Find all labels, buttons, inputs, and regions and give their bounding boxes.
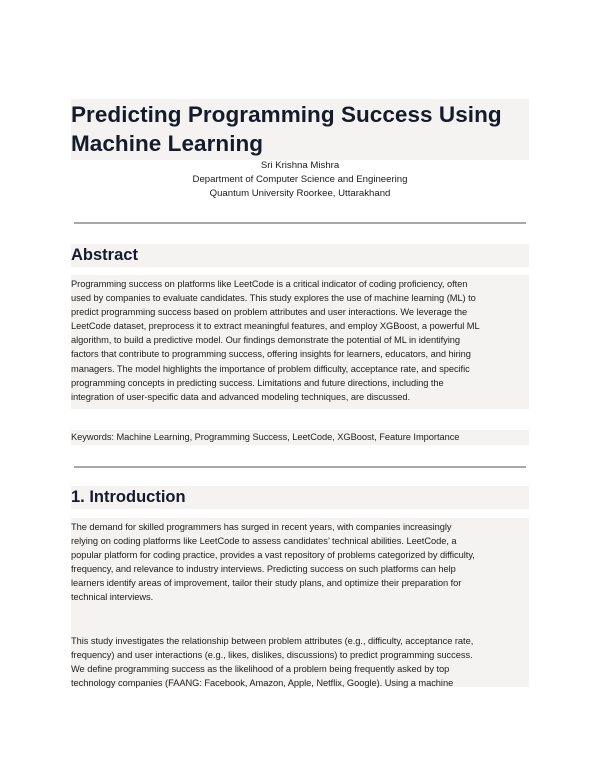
intro-line: technical interviews.: [71, 592, 154, 603]
intro-line: This study investigates the relationship between problem attributes (e.g., difficulty, acceptance rate,: [71, 635, 474, 646]
intro-line: We define programming success as the likelihood of a problem being frequently asked by top: [71, 663, 450, 674]
title-line-1: Predicting Programming Success Using: [71, 102, 502, 127]
abstract-line: predict programming success based on problem attributes and user interactions. We leverage the: [71, 307, 468, 318]
abstract-line: LeetCode dataset, preprocess it to extract meaningful features, and employ XGBoost, a powerful ML: [71, 321, 480, 332]
introduction-body-block: [71, 518, 529, 687]
introduction-paragraph-1: [71, 520, 529, 605]
introduction-heading-block: [71, 486, 529, 509]
introduction-paragraph-2: [71, 634, 529, 690]
intro-line: technology companies (FAANG: Facebook, Amazon, Apple, Netflix, Google). Using a machine: [71, 677, 454, 688]
intro-line: frequency) and user interactions (e.g., likes, dislikes, discussions) to predict programming success.: [71, 649, 473, 660]
title-line-2: Machine Learning: [71, 131, 264, 156]
intro-line: relying on coding platforms like LeetCode to assess candidates’ technical abilities. LeetCode, a: [71, 536, 457, 547]
abstract-line: algorithm, to build a predictive model. Our findings demonstrate the potential of ML in identifying: [71, 335, 461, 346]
intro-line: learners identify areas of improvement, tailor their study plans, and optimize their preparation for: [71, 578, 462, 589]
abstract-body-block: [71, 275, 529, 409]
paper-title: [71, 99, 529, 158]
keywords-block: [71, 430, 529, 445]
author-block: [0, 159, 600, 201]
abstract-line: integration of user-specific data and advanced modeling techniques, are discussed.: [71, 391, 411, 402]
intro-line: The demand for skilled programmers has surged in recent years, with companies increasingly: [71, 522, 452, 532]
abstract-heading: Abstract: [71, 246, 138, 264]
introduction-heading: 1. Introduction: [71, 488, 186, 506]
abstract-heading-block: [71, 244, 529, 267]
author-affiliation: Quantum University Roorkee, Uttarakhand: [209, 188, 391, 199]
abstract-line: factors that contribute to programming success, offering insights for learners, educators, and hiring: [71, 349, 471, 360]
title-block: [71, 99, 529, 160]
intro-line: popular platform for coding practice, provides a vast repository of problems categorized by difficulty,: [71, 550, 475, 561]
abstract-line: used by companies to evaluate candidates. This study explores the use of machine learning (ML) to: [71, 293, 476, 304]
keywords-text: Keywords: Machine Learning, Programming Success, LeetCode, XGBoost, Feature Importance: [71, 432, 460, 442]
author-department: Department of Computer Science and Engineering: [192, 174, 408, 185]
section-divider: [74, 222, 526, 224]
abstract-line: managers. The model highlights the importance of problem difficulty, acceptance rate, and specific: [71, 363, 470, 374]
intro-line: frequency, and relevance to industry interviews. Predicting success on such platforms can help: [71, 564, 456, 575]
section-divider: [74, 466, 526, 468]
author-name: Sri Krishna Mishra: [260, 160, 340, 171]
abstract-line: programming concepts in predicting success. Limitations and future directions, including the: [71, 377, 444, 388]
abstract-line: Programming success on platforms like LeetCode is a critical indicator of coding proficiency, often: [71, 279, 468, 289]
abstract-paragraph: [71, 277, 529, 404]
